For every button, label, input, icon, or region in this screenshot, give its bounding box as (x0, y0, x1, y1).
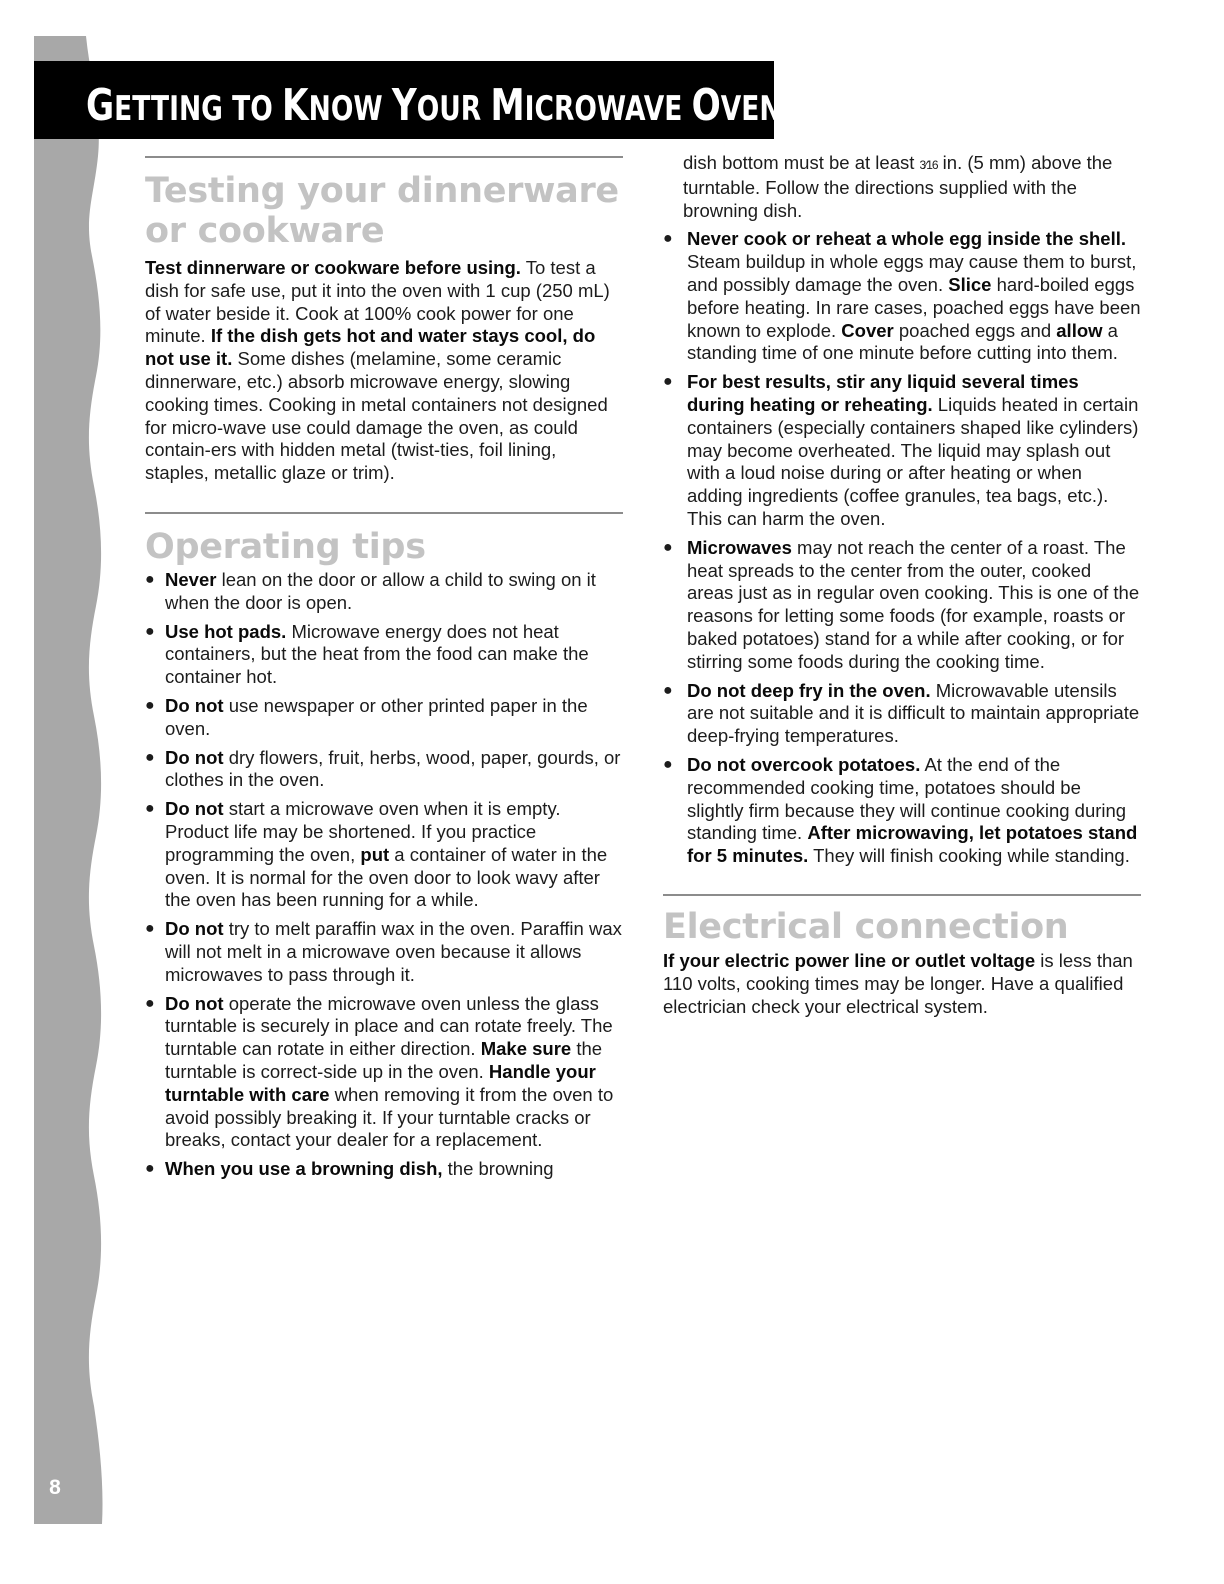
tip-text: hard-boiled eggs before heating. In rare cases, poached eggs have been known to explode. (687, 273, 1141, 341)
tip-text: operate the microwave oven unless the glass turntable is securely in place and can rotate freely. The turntable can rotate in either direction. (165, 992, 613, 1060)
tip-emphasis: Handle your turntable with care (165, 1060, 596, 1105)
tip-item (145, 993, 623, 1153)
tip-emphasis: Do not (165, 746, 224, 768)
tip-item (663, 537, 1141, 674)
bullet-icon: ● (145, 622, 155, 640)
electrical-heading: Electrical connection (663, 906, 1069, 947)
bullet-icon: ● (663, 373, 673, 391)
tip-emphasis: Do not overcook potatoes. (687, 753, 921, 775)
title-banner (34, 61, 782, 139)
bullet-icon: ● (145, 994, 155, 1012)
tip-emphasis: For best results, stir any liquid several times during heating or reheating. (687, 371, 1079, 415)
bullet-icon: ● (145, 696, 155, 714)
electrical-section (663, 894, 1141, 1018)
tip-item (663, 754, 1141, 868)
testing-section (145, 156, 623, 485)
tip-text: lean on the door or allow a child to swing on it when the door is open. (165, 568, 596, 613)
tip-emphasis: Do not (165, 918, 224, 940)
tip-item (145, 1158, 623, 1181)
section-divider (663, 894, 1141, 896)
tip-emphasis: put (360, 843, 390, 865)
bullet-icon: ● (145, 748, 155, 766)
right-column (663, 152, 1141, 1018)
bullet-icon: ● (145, 800, 155, 818)
electrical-paragraph: If your electric power line or outlet voltage is less than 110 volts, cooking times may be longer. Have a qualified electrician check your electrical system. (663, 949, 1133, 1017)
operating-tips-list (145, 569, 623, 1181)
tip-item (663, 680, 1141, 748)
bullet-icon: ● (663, 538, 673, 556)
tip-item (145, 747, 623, 793)
tip-text: Steam buildup in whole eggs may cause them to burst, and possibly damage the oven. (687, 251, 1137, 295)
tip-text: poached eggs and (893, 319, 1057, 341)
decorative-side-strip (34, 36, 104, 1524)
bullet-icon: ● (663, 681, 673, 699)
tip-text: Liquids heated in certain containers (especially containers shaped like cylinders) may become overheated. The liquid may splash out with a loud noise during or after heating or when adding ingredients (coffee granules, tea bags, etc.). This can harm the oven. (687, 393, 1139, 529)
tip-item (145, 798, 623, 912)
operating-tips-section (145, 512, 623, 1181)
tip-item (145, 569, 623, 615)
operating-tips-heading: Operating tips (145, 526, 426, 567)
section-divider (145, 512, 623, 514)
tip-emphasis: Never cook or reheat a whole egg inside the shell. (687, 228, 1126, 250)
tip-text: a standing time of one minute before cutting into them. (687, 319, 1118, 364)
bullet-icon: ● (145, 1160, 155, 1178)
page-title: GETTING TO KNOW YOUR MICROWAVE OVEN (86, 80, 782, 131)
tip-item (663, 228, 1141, 365)
tip-emphasis: Make sure (480, 1038, 572, 1060)
tip-item (145, 621, 623, 689)
testing-heading: Testing your dinnerware or cookware (145, 171, 619, 251)
tip-text: when removing it from the oven to avoid possibly breaking it. If your turntable cracks or breaks, contact your dealer for a replacement. (165, 1083, 614, 1151)
browning-dish-continuation: dish bottom must be at least 3⁄16 in. (5 mm) above the turntable. Follow the directions supplied with the browning dish. (683, 152, 1113, 221)
testing-paragraph: Test dinnerware or cookware before using. To test a dish for safe use, put it into the oven with 1 cup (250 mL) of water beside it. Cook at 100% cook power for one minute. If the dish gets hot and water stays cool, do not use it. Some dishes (melamine, some ceramic dinnerware, etc.) absorb microwave energy, slowing cooking times. Cooking in metal containers not designed for micro-wave use could damage the oven, as could contain-ers with hidden metal (twist-ties, foil lining, staples, metallic glaze or trim). (145, 257, 610, 484)
tip-text: use newspaper or other printed paper in the oven. (165, 694, 588, 739)
tip-emphasis: When you use a browning dish, (165, 1158, 443, 1180)
bullet-icon: ● (145, 570, 155, 588)
tip-emphasis: Do not (165, 992, 224, 1014)
tip-text: may not reach the center of a roast. The heat spreads to the center from the outer, cooked areas just as in regular oven cooking. This is one of the reasons for letting some foods (for example, roasts or baked potatoes) stand for a while after cooking, or for stirring some foods during the cooking time. (687, 536, 1140, 672)
tip-emphasis: Use hot pads. (165, 620, 287, 642)
tip-text: At the end of the recommended cooking time, potatoes should be slightly firm because they will continue cooking during standing time. (687, 753, 1127, 844)
tip-emphasis: Do not (165, 798, 224, 820)
tip-emphasis: After microwaving, let potatoes stand for 5 minutes. (687, 822, 1138, 867)
tip-text: start a microwave oven when it is empty. Product life may be shortened. If you practice programming the oven, (165, 798, 561, 865)
tip-emphasis: Do not (165, 694, 224, 716)
tip-text: Microwave energy does not heat containers, but the heat from the food can make the container hot. (165, 620, 589, 688)
tip-text: dry flowers, fruit, herbs, wood, paper, gourds, or clothes in the oven. (165, 746, 621, 791)
bullet-icon: ● (663, 230, 673, 248)
page-number: 8 (49, 1476, 61, 1499)
tip-text: the turntable is correct-side up in the oven. (165, 1038, 603, 1082)
tip-item (663, 371, 1141, 531)
left-column (145, 156, 623, 1187)
tip-text: the browning (442, 1158, 554, 1180)
tip-item (145, 918, 623, 986)
tip-emphasis: Do not deep fry in the oven. (687, 679, 931, 701)
tip-item (145, 695, 623, 741)
tip-emphasis: Cover (841, 319, 894, 341)
tip-text: try to melt paraffin wax in the oven. Paraffin wax will not melt in a microwave oven because it allows microwaves to pass through it. (165, 918, 622, 985)
more-tips-list (663, 228, 1141, 868)
tip-text: Microwavable utensils are not suitable and it is difficult to maintain appropriate deep-frying temperatures. (687, 679, 1140, 747)
bullet-icon: ● (663, 755, 673, 773)
tip-emphasis: Slice (948, 273, 992, 295)
tip-text: a container of water in the oven. It is normal for the oven door to look wavy after the oven has been running for a while. (165, 843, 608, 911)
tip-emphasis: Never (165, 568, 217, 590)
tip-text: They will finish cooking while standing. (808, 845, 1130, 867)
bullet-icon: ● (145, 920, 155, 938)
tip-emphasis: allow (1056, 319, 1103, 341)
tip-emphasis: Microwaves (687, 536, 792, 558)
section-divider (145, 156, 623, 158)
